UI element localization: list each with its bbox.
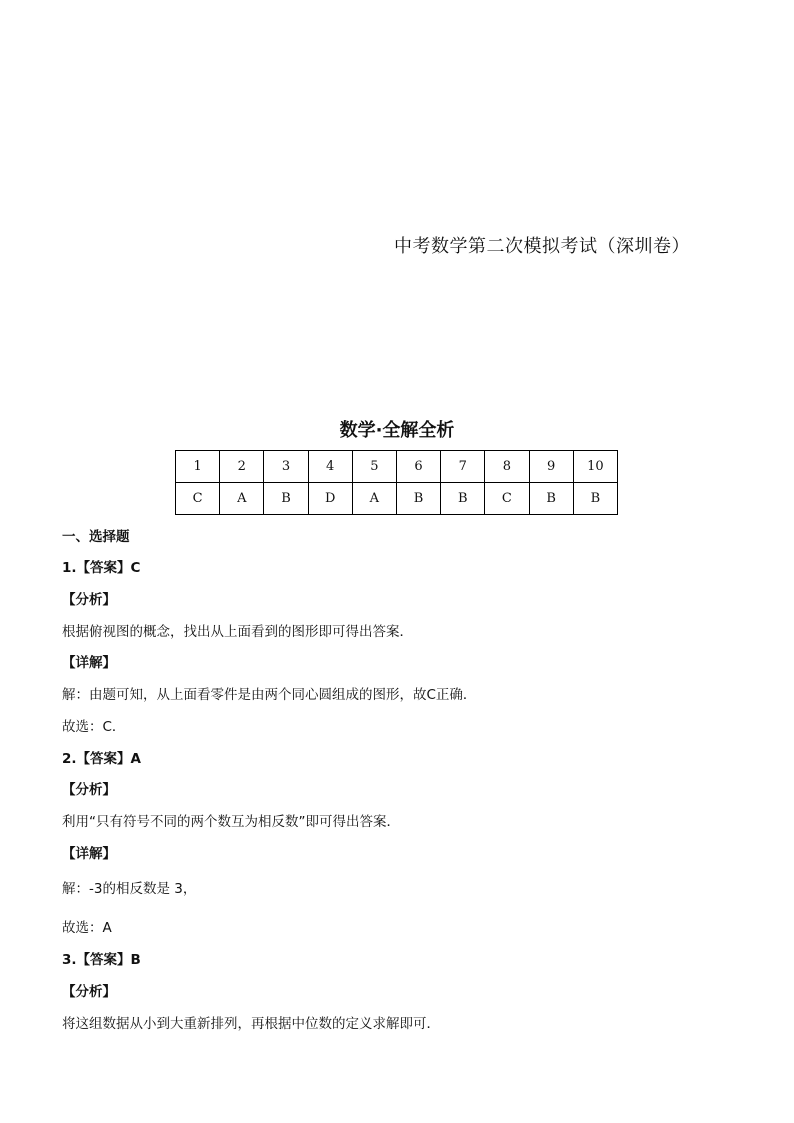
q2-answer: 2.【答案】A: [62, 751, 141, 767]
answer-cell: B: [264, 483, 308, 515]
question-number-cell: 4: [308, 451, 352, 483]
answer-cell: C: [485, 483, 529, 515]
q2-detail-text: 解：-3的相反数是 3，: [62, 881, 197, 897]
answer-cell: B: [573, 483, 617, 515]
q3-analysis-label: 【分析】: [62, 984, 116, 1000]
answer-cell: A: [220, 483, 264, 515]
answer-table-number-row: [176, 451, 618, 483]
q2-analysis-label: 【分析】: [62, 782, 116, 798]
question-number-cell: 10: [573, 451, 617, 483]
answer-table: [175, 450, 618, 515]
question-number-cell: 2: [220, 451, 264, 483]
question-number-cell: 9: [529, 451, 573, 483]
q2-analysis-text: 利用“只有符号不同的两个数互为相反数”即可得出答案．: [62, 814, 400, 830]
answer-cell: B: [396, 483, 440, 515]
answer-cell: B: [529, 483, 573, 515]
document-title: 数学·全解全析: [339, 420, 455, 441]
q2-detail-label: 【详解】: [62, 846, 116, 862]
q1-detail-label: 【详解】: [62, 655, 116, 671]
question-number-cell: 6: [396, 451, 440, 483]
q1-analysis-text: 根据俯视图的概念，找出从上面看到的图形即可得出答案．: [62, 624, 413, 640]
q1-answer: 1.【答案】C: [62, 560, 141, 576]
question-number-cell: 5: [352, 451, 396, 483]
answer-cell: A: [352, 483, 396, 515]
answer-cell: C: [176, 483, 220, 515]
question-number-cell: 8: [485, 451, 529, 483]
answer-table-answer-row: [176, 483, 618, 515]
exam-header-title: 中考数学第二次模拟考试（深圳卷）: [394, 236, 690, 257]
question-number-cell: 1: [176, 451, 220, 483]
question-number-cell: 3: [264, 451, 308, 483]
question-number-cell: 7: [441, 451, 485, 483]
q3-answer: 3.【答案】B: [62, 952, 141, 968]
answer-cell: B: [441, 483, 485, 515]
q2-choice: 故选：A: [62, 920, 112, 936]
answer-cell: D: [308, 483, 352, 515]
q3-analysis-text: 将这组数据从小到大重新排列，再根据中位数的定义求解即可．: [62, 1016, 440, 1032]
q1-detail-text: 解：由题可知，从上面看零件是由两个同心圆组成的图形，故C正确．: [62, 687, 477, 703]
q1-choice: 故选：C．: [62, 719, 126, 735]
q1-analysis-label: 【分析】: [62, 592, 116, 608]
section-title: 一、选择题: [62, 529, 130, 545]
